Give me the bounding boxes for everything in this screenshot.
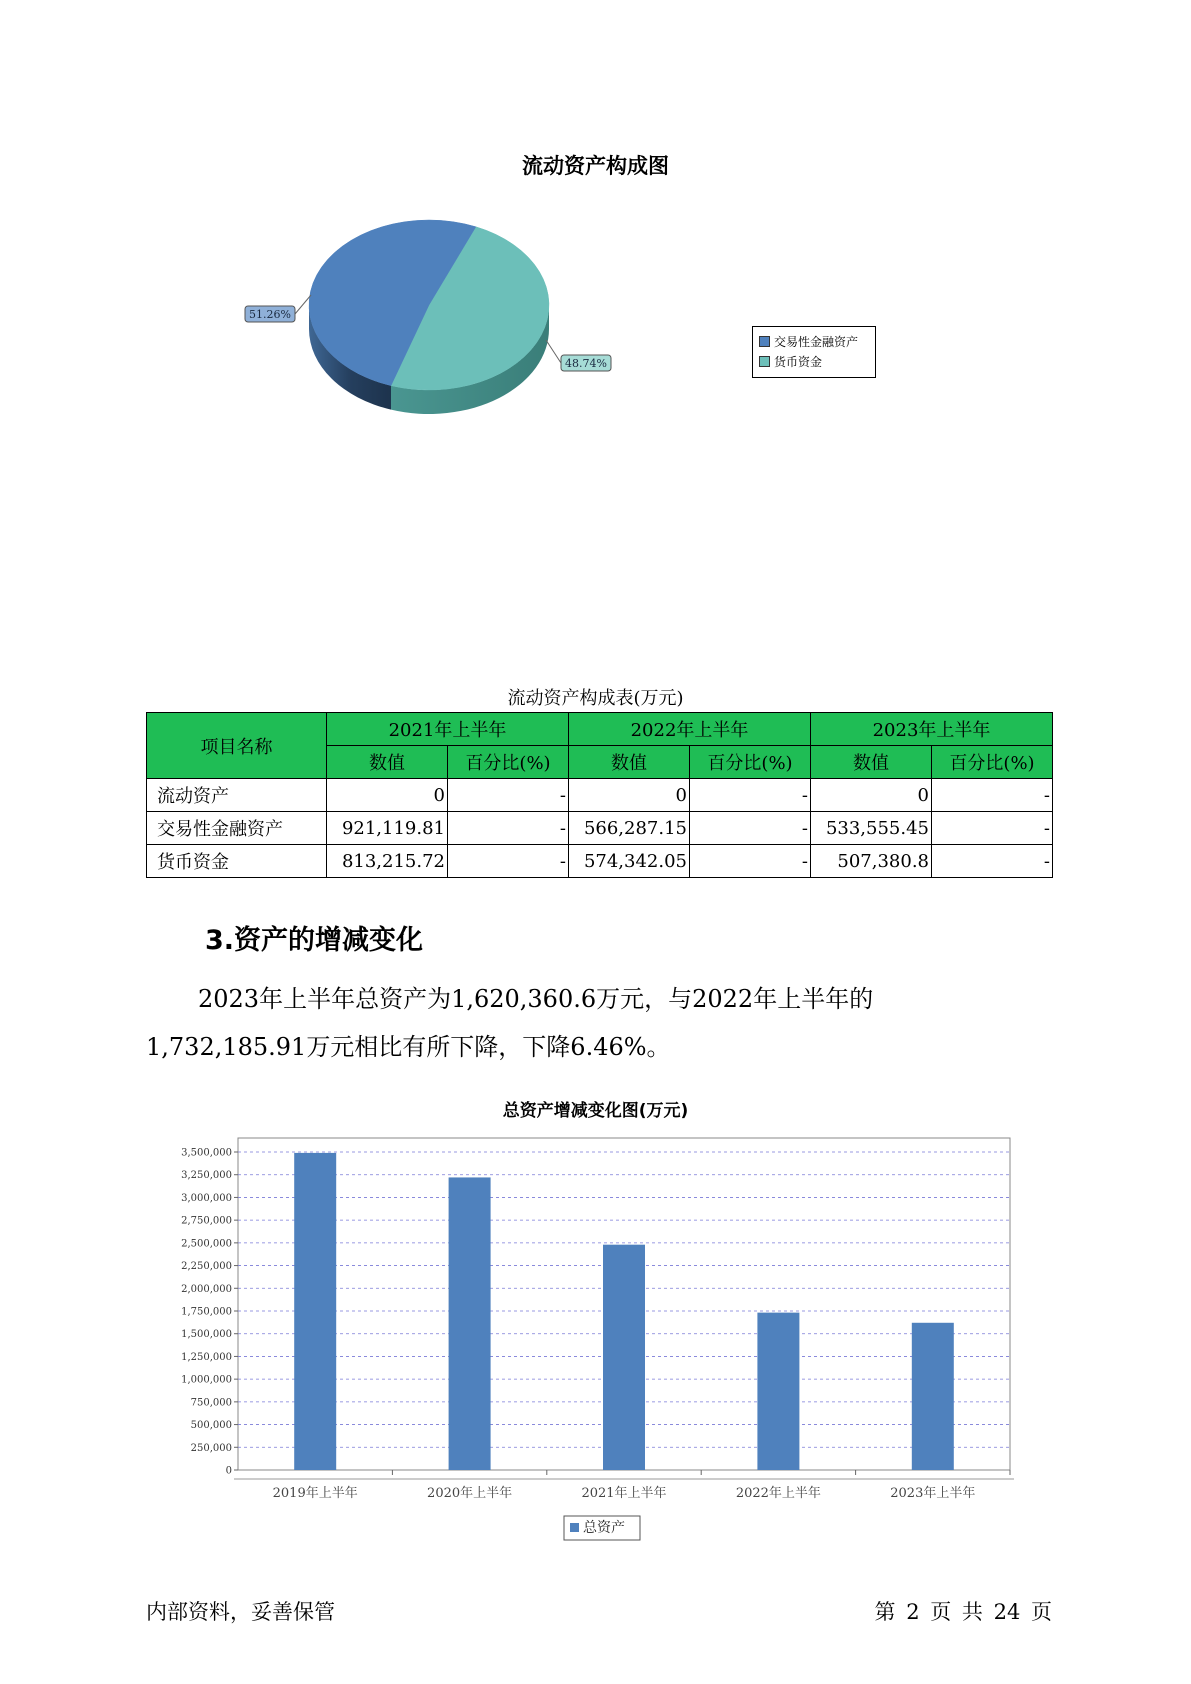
pie-label-trading-assets: 51.26% bbox=[249, 308, 291, 321]
footer-page-number: 第 2 页 共 24 页 bbox=[874, 1600, 1052, 1624]
y-tick-label: 2,500,000 bbox=[181, 1238, 232, 1250]
bar bbox=[912, 1323, 954, 1470]
cell-value: 566,287.15 bbox=[569, 812, 690, 845]
cell-value: 533,555.45 bbox=[811, 812, 932, 845]
cell-value: 507,380.8 bbox=[811, 845, 932, 878]
x-tick-label: 2020年上半年 bbox=[427, 1486, 513, 1501]
cell-pct: - bbox=[448, 779, 569, 812]
table-row bbox=[147, 812, 1053, 845]
x-tick-label: 2023年上半年 bbox=[890, 1486, 976, 1501]
legend-swatch-icon bbox=[759, 356, 770, 367]
legend-label: 货币资金 bbox=[774, 354, 823, 369]
x-tick-label: 2022年上半年 bbox=[735, 1486, 821, 1501]
cell-pct: - bbox=[690, 812, 811, 845]
table-row bbox=[147, 845, 1053, 878]
y-tick-label: 2,000,000 bbox=[181, 1283, 232, 1295]
header-year: 2021年上半年 bbox=[327, 713, 569, 746]
pie-leader-line bbox=[295, 295, 311, 314]
cell-pct: - bbox=[448, 845, 569, 878]
legend-item-trading-assets bbox=[759, 331, 869, 351]
y-tick-label: 3,000,000 bbox=[181, 1192, 232, 1204]
section-heading: 3.资产的增减变化 bbox=[205, 925, 424, 956]
y-tick-label: 0 bbox=[225, 1465, 232, 1477]
subheader-pct: 百分比(%) bbox=[932, 746, 1053, 779]
cell-value: 0 bbox=[811, 779, 932, 812]
row-name: 交易性金融资产 bbox=[147, 812, 327, 845]
y-tick-label: 3,500,000 bbox=[181, 1147, 232, 1159]
subheader-pct: 百分比(%) bbox=[690, 746, 811, 779]
y-tick-label: 1,000,000 bbox=[181, 1374, 232, 1386]
bar-chart bbox=[0, 1120, 1191, 1550]
x-tick-label: 2021年上半年 bbox=[581, 1486, 667, 1501]
y-tick-label: 2,250,000 bbox=[181, 1261, 232, 1273]
cell-pct: - bbox=[932, 845, 1053, 878]
legend-swatch-icon bbox=[759, 336, 770, 347]
cell-pct: - bbox=[932, 779, 1053, 812]
section-paragraph: 2023年上半年总资产为1,620,360.6万元，与2022年上半年的1,732,185.91万元相比有所下降，下降6.46%。 bbox=[146, 985, 874, 1061]
cell-value: 0 bbox=[569, 779, 690, 812]
legend-item-cash bbox=[759, 351, 869, 371]
pie-label-cash: 48.74% bbox=[565, 357, 607, 370]
legend-label: 交易性金融资产 bbox=[774, 334, 859, 349]
legend-swatch-icon bbox=[570, 1523, 579, 1532]
subheader-value: 数值 bbox=[327, 746, 448, 779]
bar bbox=[449, 1177, 491, 1470]
table-row bbox=[147, 779, 1053, 812]
y-tick-label: 1,500,000 bbox=[181, 1329, 232, 1341]
subheader-value: 数值 bbox=[569, 746, 690, 779]
y-tick-label: 500,000 bbox=[190, 1420, 232, 1432]
y-tick-label: 2,750,000 bbox=[181, 1215, 232, 1227]
pie-chart bbox=[0, 200, 1191, 460]
pie-chart-title: 流动资产构成图 bbox=[522, 154, 669, 178]
current-assets-table bbox=[146, 712, 1053, 878]
y-tick-label: 750,000 bbox=[190, 1397, 232, 1409]
cell-pct: - bbox=[690, 779, 811, 812]
y-tick-label: 1,750,000 bbox=[181, 1306, 232, 1318]
header-year: 2023年上半年 bbox=[811, 713, 1053, 746]
row-name: 货币资金 bbox=[147, 845, 327, 878]
table-header-row bbox=[147, 713, 1053, 746]
header-year: 2022年上半年 bbox=[569, 713, 811, 746]
header-item-name: 项目名称 bbox=[147, 713, 327, 779]
pie-leader-line bbox=[546, 340, 561, 363]
pie-legend bbox=[752, 326, 876, 378]
table-caption: 流动资产构成表(万元) bbox=[507, 688, 684, 709]
bar bbox=[603, 1245, 645, 1470]
cell-value: 813,215.72 bbox=[327, 845, 448, 878]
y-tick-label: 1,250,000 bbox=[181, 1351, 232, 1363]
cell-pct: - bbox=[448, 812, 569, 845]
y-tick-label: 250,000 bbox=[190, 1442, 232, 1454]
bar-legend-label: 总资产 bbox=[583, 1520, 625, 1536]
cell-value: 574,342.05 bbox=[569, 845, 690, 878]
cell-pct: - bbox=[690, 845, 811, 878]
footer-confidential: 内部资料，妥善保管 bbox=[146, 1600, 335, 1624]
x-tick-label: 2019年上半年 bbox=[272, 1486, 358, 1501]
y-tick-label: 3,250,000 bbox=[181, 1170, 232, 1182]
bar bbox=[757, 1313, 799, 1470]
subheader-pct: 百分比(%) bbox=[448, 746, 569, 779]
subheader-value: 数值 bbox=[811, 746, 932, 779]
cell-value: 0 bbox=[327, 779, 448, 812]
bar-chart-title: 总资产增减变化图(万元) bbox=[502, 1101, 689, 1121]
bar bbox=[294, 1153, 336, 1470]
row-name: 流动资产 bbox=[147, 779, 327, 812]
cell-pct: - bbox=[932, 812, 1053, 845]
cell-value: 921,119.81 bbox=[327, 812, 448, 845]
